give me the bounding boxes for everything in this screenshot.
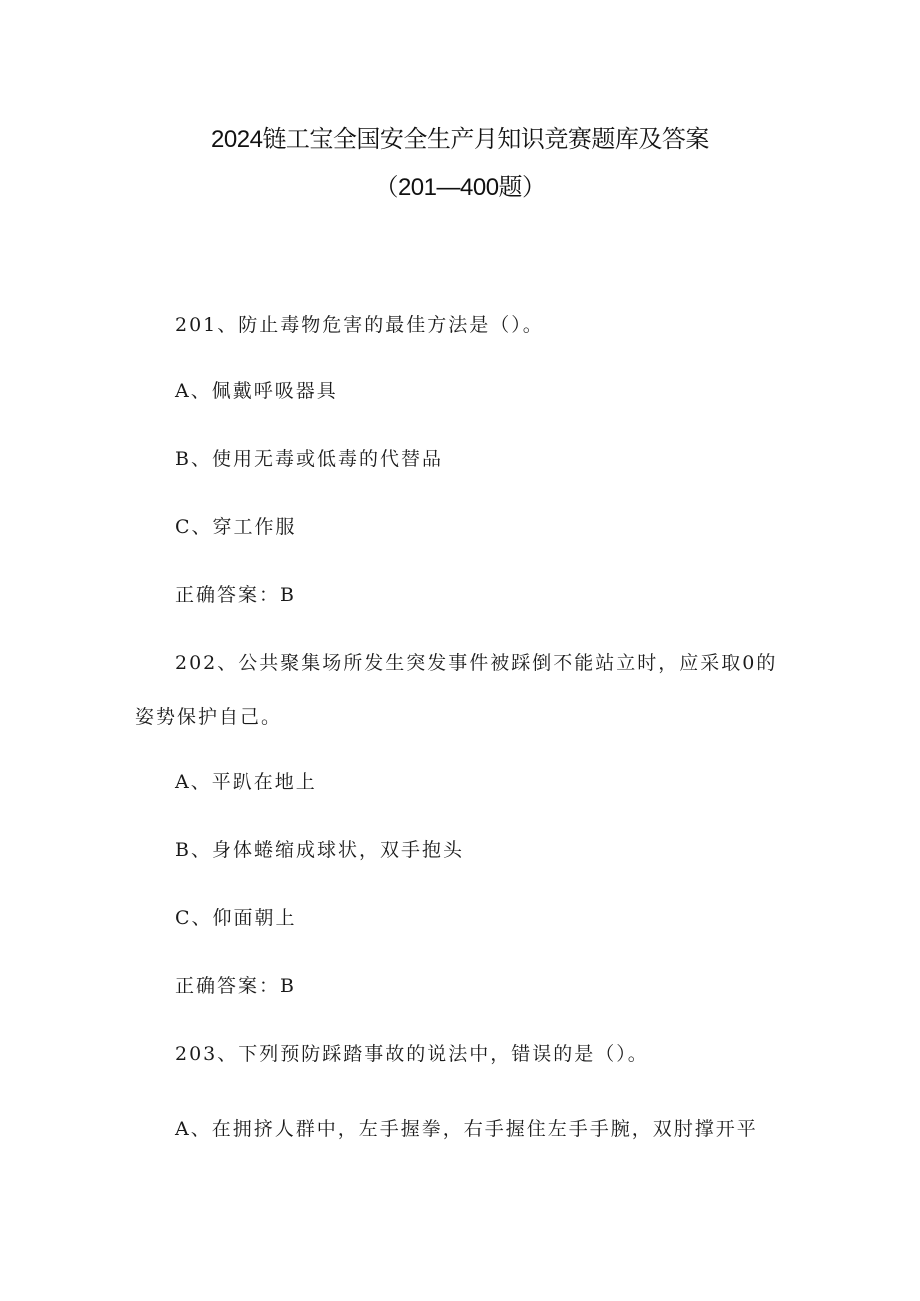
question-202-option-c: C、仰面朝上 [175,907,297,929]
question-201-option-a: A、佩戴呼吸器具 [175,380,338,402]
question-202-answer: 正确答案：B [175,975,296,997]
document-subtitle: （201—400题） [374,174,546,201]
document-title: 2024链工宝全国安全生产月知识竞赛题库及答案 [211,126,709,153]
question-201-stem: 201、防止毒物危害的最佳方法是（）。 [175,314,544,336]
question-203-option-a: A、在拥挤人群中，左手握拳，右手握住左手手腕，双肘撑开平 [175,1118,758,1140]
question-202-stem-line2: 姿势保护自己。 [135,706,283,728]
question-201-answer: 正确答案：B [175,584,296,606]
question-202-option-a: A、平趴在地上 [175,771,317,793]
question-203-stem: 203、下列预防踩踏事故的说法中，错误的是（）。 [175,1043,649,1065]
question-202-stem-line1: 202、公共聚集场所发生突发事件被踩倒不能站立时，应采取0的 [175,652,778,674]
question-201-option-c: C、穿工作服 [175,516,297,538]
question-201-option-b: B、使用无毒或低毒的代替品 [175,448,443,470]
question-202-option-b: B、身体蜷缩成球状，双手抱头 [175,839,464,861]
